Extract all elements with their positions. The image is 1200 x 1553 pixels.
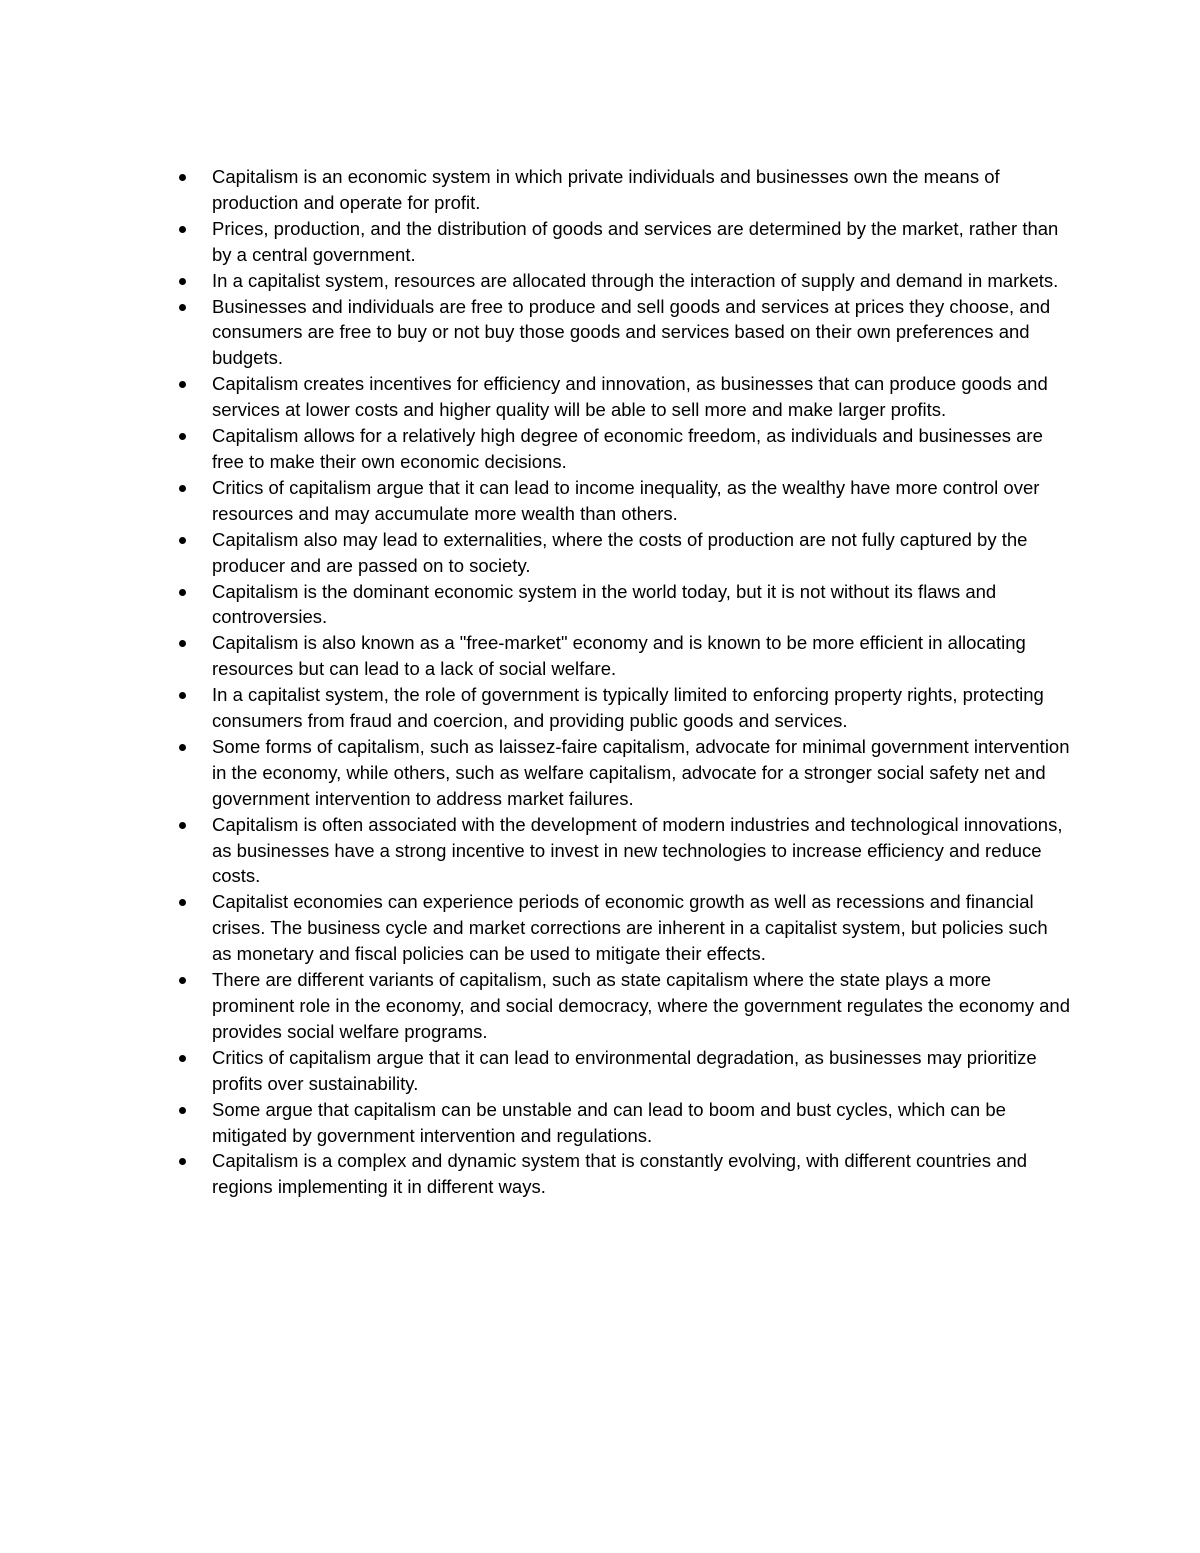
list-item-text: Capitalism allows for a relatively high degree of economic freedom, as individuals and businesses are free to make their own economic decisions. — [212, 425, 1043, 472]
list-item-text: Some forms of capitalism, such as laissez-faire capitalism, advocate for minimal government intervention in the economy, while others, such as welfare capitalism, advocate for a stronger social safety net and government intervention to address market failures. — [212, 735, 1070, 809]
list-item-text: Prices, production, and the distribution of goods and services are determined by the market, rather than by a central government. — [212, 217, 1059, 265]
list-item — [172, 371, 1072, 423]
list-item-text: Some argue that capitalism can be unstable and can lead to boom and bust cycles, which can be mitigated by government intervention and regulations. — [212, 1098, 1006, 1146]
list-item — [172, 527, 1072, 579]
bullet-point-icon — [179, 537, 186, 544]
list-item-text: Capitalism is also known as a "free-market" economy and is known to be more efficient in allocating resources but can lead to a lack of social welfare. — [212, 632, 1026, 680]
list-item — [172, 475, 1072, 527]
bullet-point-icon — [179, 1055, 186, 1062]
list-item — [172, 734, 1072, 812]
bullet-point-icon — [179, 640, 186, 647]
bullet-point-icon — [179, 381, 186, 388]
list-item-text: Businesses and individuals are free to produce and sell goods and services at prices they choose, and consumers are free to buy or not buy those goods and services based on their own preferences and budgets. — [212, 295, 1051, 369]
list-item — [172, 889, 1072, 967]
bullet-list — [172, 164, 1072, 1200]
list-item — [172, 294, 1072, 372]
bullet-point-icon — [179, 433, 186, 440]
list-item — [172, 1045, 1072, 1097]
list-item-text: In a capitalist system, resources are allocated through the interaction of supply and demand in markets. — [212, 269, 1059, 291]
list-item-text: Capitalism also may lead to externalities, where the costs of production are not fully captured by the producer and are passed on to society. — [212, 528, 1028, 576]
list-item-text: Critics of capitalism argue that it can lead to environmental degradation, as businesses may prioritize profits over sustainability. — [212, 1046, 1037, 1094]
list-item-text: There are different variants of capitalism, such as state capitalism where the state plays a more prominent role in the economy, and social democracy, where the government regulates the economy and provides social welfare programs. — [212, 969, 1070, 1042]
bullet-point-icon — [179, 899, 186, 906]
list-item — [172, 630, 1072, 682]
list-item — [172, 268, 1072, 294]
list-item — [172, 967, 1072, 1045]
list-item — [172, 216, 1072, 268]
list-item-text: Capitalist economies can experience periods of economic growth as well as recessions and financial crises. The business cycle and market corrections are inherent in a capitalist system, but policies such as monetary and fiscal policies can be used to mitigate their effects. — [212, 891, 1048, 965]
bullet-point-icon — [179, 278, 186, 285]
list-item-text: Capitalism creates incentives for efficiency and innovation, as businesses that can produce goods and services at lower costs and higher quality will be able to sell more and make larger profits. — [212, 373, 1048, 421]
bullet-point-icon — [179, 1158, 186, 1165]
list-item — [172, 579, 1072, 631]
list-item — [172, 1148, 1072, 1200]
list-item-text: Critics of capitalism argue that it can lead to income inequality, as the wealthy have more control over resources and may accumulate more wealth than others. — [212, 476, 1040, 524]
bullet-point-icon — [179, 485, 186, 492]
bullet-point-icon — [179, 304, 186, 311]
bullet-point-icon — [179, 1107, 186, 1114]
bullet-point-icon — [179, 977, 186, 984]
bullet-point-icon — [179, 744, 186, 751]
list-item-text: In a capitalist system, the role of government is typically limited to enforcing property rights, protecting consumers from fraud and coercion, and providing public goods and services. — [212, 684, 1044, 732]
bullet-point-icon — [179, 822, 186, 829]
list-item-text: Capitalism is a complex and dynamic system that is constantly evolving, with different countries and regions implementing it in different ways. — [212, 1150, 1028, 1198]
list-item-text: Capitalism is the dominant economic system in the world today, but it is not without its flaws and controversies. — [212, 580, 997, 628]
bullet-point-icon — [179, 589, 186, 596]
list-item — [172, 812, 1072, 890]
list-item — [172, 1097, 1072, 1149]
list-item — [172, 423, 1072, 475]
list-item-text: Capitalism is often associated with the development of modern industries and technological innovations, as businesses have a strong incentive to invest in new technologies to increase efficiency and reduce costs. — [212, 813, 1063, 887]
bullet-point-icon — [179, 174, 186, 181]
list-item — [172, 682, 1072, 734]
bullet-point-icon — [179, 692, 186, 699]
bullet-point-icon — [179, 226, 186, 233]
list-item-text: Capitalism is an economic system in which private individuals and businesses own the means of production and operate for profit. — [212, 166, 1000, 213]
list-item — [172, 164, 1072, 216]
